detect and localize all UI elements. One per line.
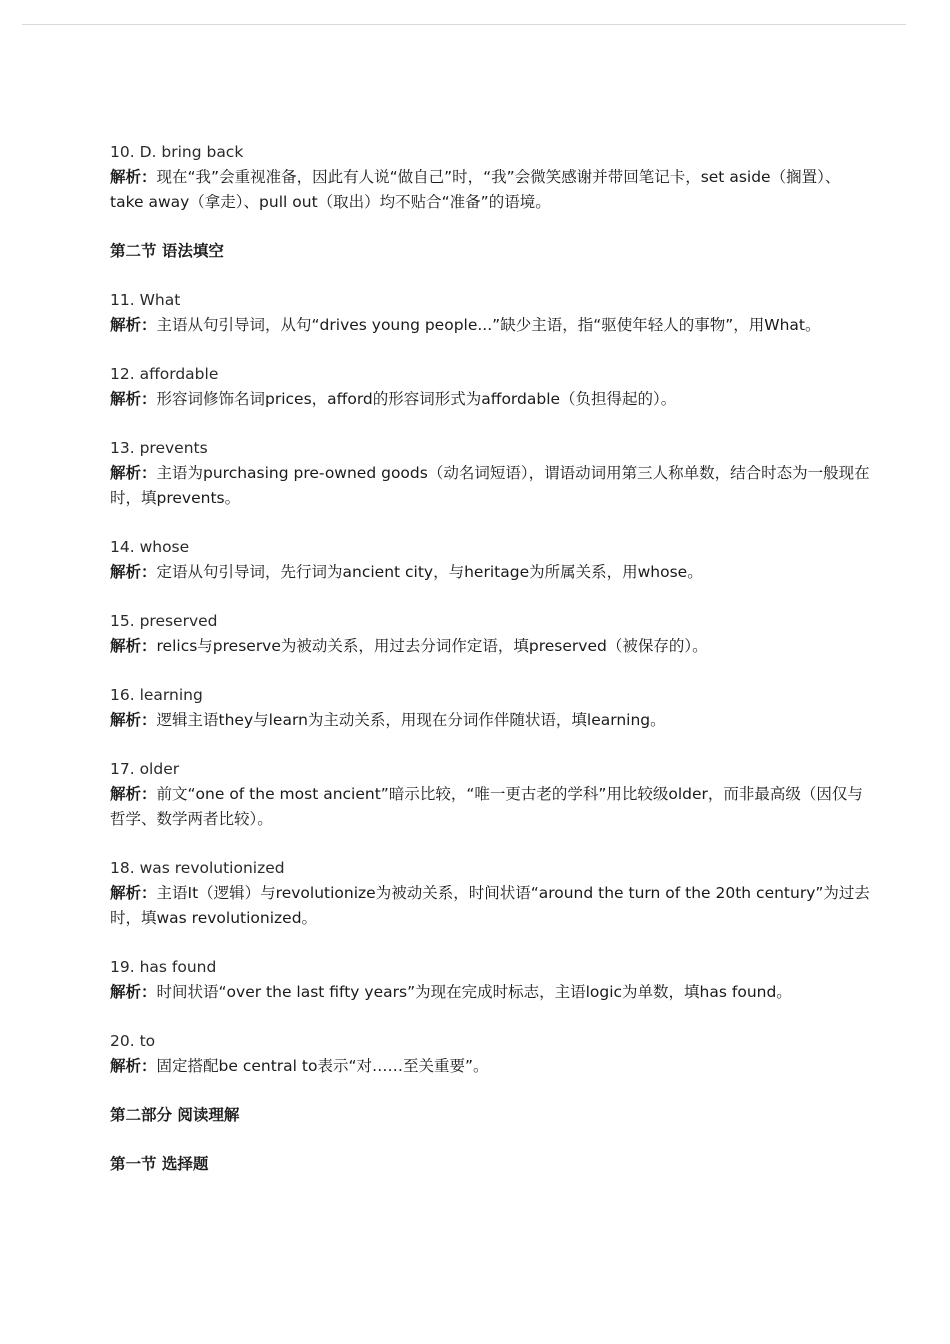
explanation-label: 解析： <box>110 464 157 482</box>
section-heading-choice: 第一节 选择题 <box>110 1155 209 1173</box>
answer-20: 20. to <box>110 1032 156 1050</box>
answer-13: 13. prevents <box>110 439 208 457</box>
answer-block-19 <box>110 955 870 1005</box>
answer-block-15 <box>110 609 870 659</box>
part-heading-reading: 第二部分 阅读理解 <box>110 1106 240 1124</box>
explanation-16 <box>110 708 870 733</box>
explanation-label: 解析： <box>110 785 157 803</box>
explanation-text: 固定搭配be central to表示“对……至关重要”。 <box>156 1057 489 1075</box>
explanation-11 <box>110 313 870 338</box>
explanation-text: 主语为purchasing pre-owned goods（动名词短语），谓语动词用第三人称单数，结合时态为一般现在时，填prevents。 <box>110 464 870 507</box>
answer-12: 12. affordable <box>110 365 219 383</box>
explanation-text: 时间状语“over the last fifty years”为现在完成时标志，主语logic为单数，填has found。 <box>156 983 792 1001</box>
explanation-20 <box>110 1054 870 1079</box>
answer-block-14 <box>110 535 870 585</box>
explanation-text: relics与preserve为被动关系，用过去分词作定语，填preserved（被保存的）。 <box>156 637 708 655</box>
explanation-text: 形容词修饰名词prices，afford的形容词形式为affordable（负担得起的）。 <box>156 390 677 408</box>
explanation-17 <box>110 782 870 832</box>
explanation-text: 逻辑主语they与learn为主动关系，用现在分词作伴随状语，填learning。 <box>156 711 666 729</box>
explanation-19 <box>110 980 870 1005</box>
answer-14: 14. whose <box>110 538 190 556</box>
top-rule <box>22 24 906 25</box>
answer-15: 15. preserved <box>110 612 218 630</box>
explanation-label: 解析： <box>110 1057 157 1075</box>
answer-11: 11. What <box>110 291 181 309</box>
explanation-14 <box>110 560 870 585</box>
section-heading-grammar: 第二节 语法填空 <box>110 242 224 260</box>
explanation-label: 解析： <box>110 884 157 902</box>
document-body <box>110 140 870 1177</box>
answer-17: 17. older <box>110 760 180 778</box>
explanation-text: 现在“我”会重视准备，因此有人说“做自己”时，“我”会微笑感谢并带回笔记卡，set aside（搁置）、take away（拿走）、pull out（取出）均不贴合“准备”的语境。 <box>110 168 841 211</box>
explanation-18 <box>110 881 870 931</box>
explanation-text: 前文“one of the most ancient”暗示比较，“唯一更古老的学科”用比较级older，而非最高级（因仅与哲学、数学两者比较）。 <box>110 785 863 828</box>
answer-18: 18. was revolutionized <box>110 859 285 877</box>
answer-block-10 <box>110 140 870 215</box>
explanation-text: 主语It（逻辑）与revolutionize为被动关系，时间状语“around the turn of the 20th century”为过去时，填was revolutionized。 <box>110 884 870 927</box>
explanation-10 <box>110 165 870 215</box>
explanation-label: 解析： <box>110 168 157 186</box>
explanation-text: 定语从句引导词，先行词为ancient city，与heritage为所属关系，用whose。 <box>156 563 703 581</box>
answer-block-13 <box>110 436 870 511</box>
answer-19: 19. has found <box>110 958 217 976</box>
explanation-13 <box>110 461 870 511</box>
answer-block-18 <box>110 856 870 931</box>
answer-block-12 <box>110 362 870 412</box>
explanation-label: 解析： <box>110 637 157 655</box>
explanation-label: 解析： <box>110 316 157 334</box>
answer-10: 10. D. bring back <box>110 143 244 161</box>
answer-16: 16. learning <box>110 686 203 704</box>
answer-block-16 <box>110 683 870 733</box>
explanation-label: 解析： <box>110 563 157 581</box>
answer-block-20 <box>110 1029 870 1079</box>
explanation-label: 解析： <box>110 711 157 729</box>
answer-block-11 <box>110 288 870 338</box>
explanation-text: 主语从句引导词，从句“drives young people...”缺少主语，指“驱使年轻人的事物”，用What。 <box>156 316 821 334</box>
explanation-12 <box>110 387 870 412</box>
explanation-label: 解析： <box>110 390 157 408</box>
explanation-15 <box>110 634 870 659</box>
answer-block-17 <box>110 757 870 832</box>
explanation-label: 解析： <box>110 983 157 1001</box>
